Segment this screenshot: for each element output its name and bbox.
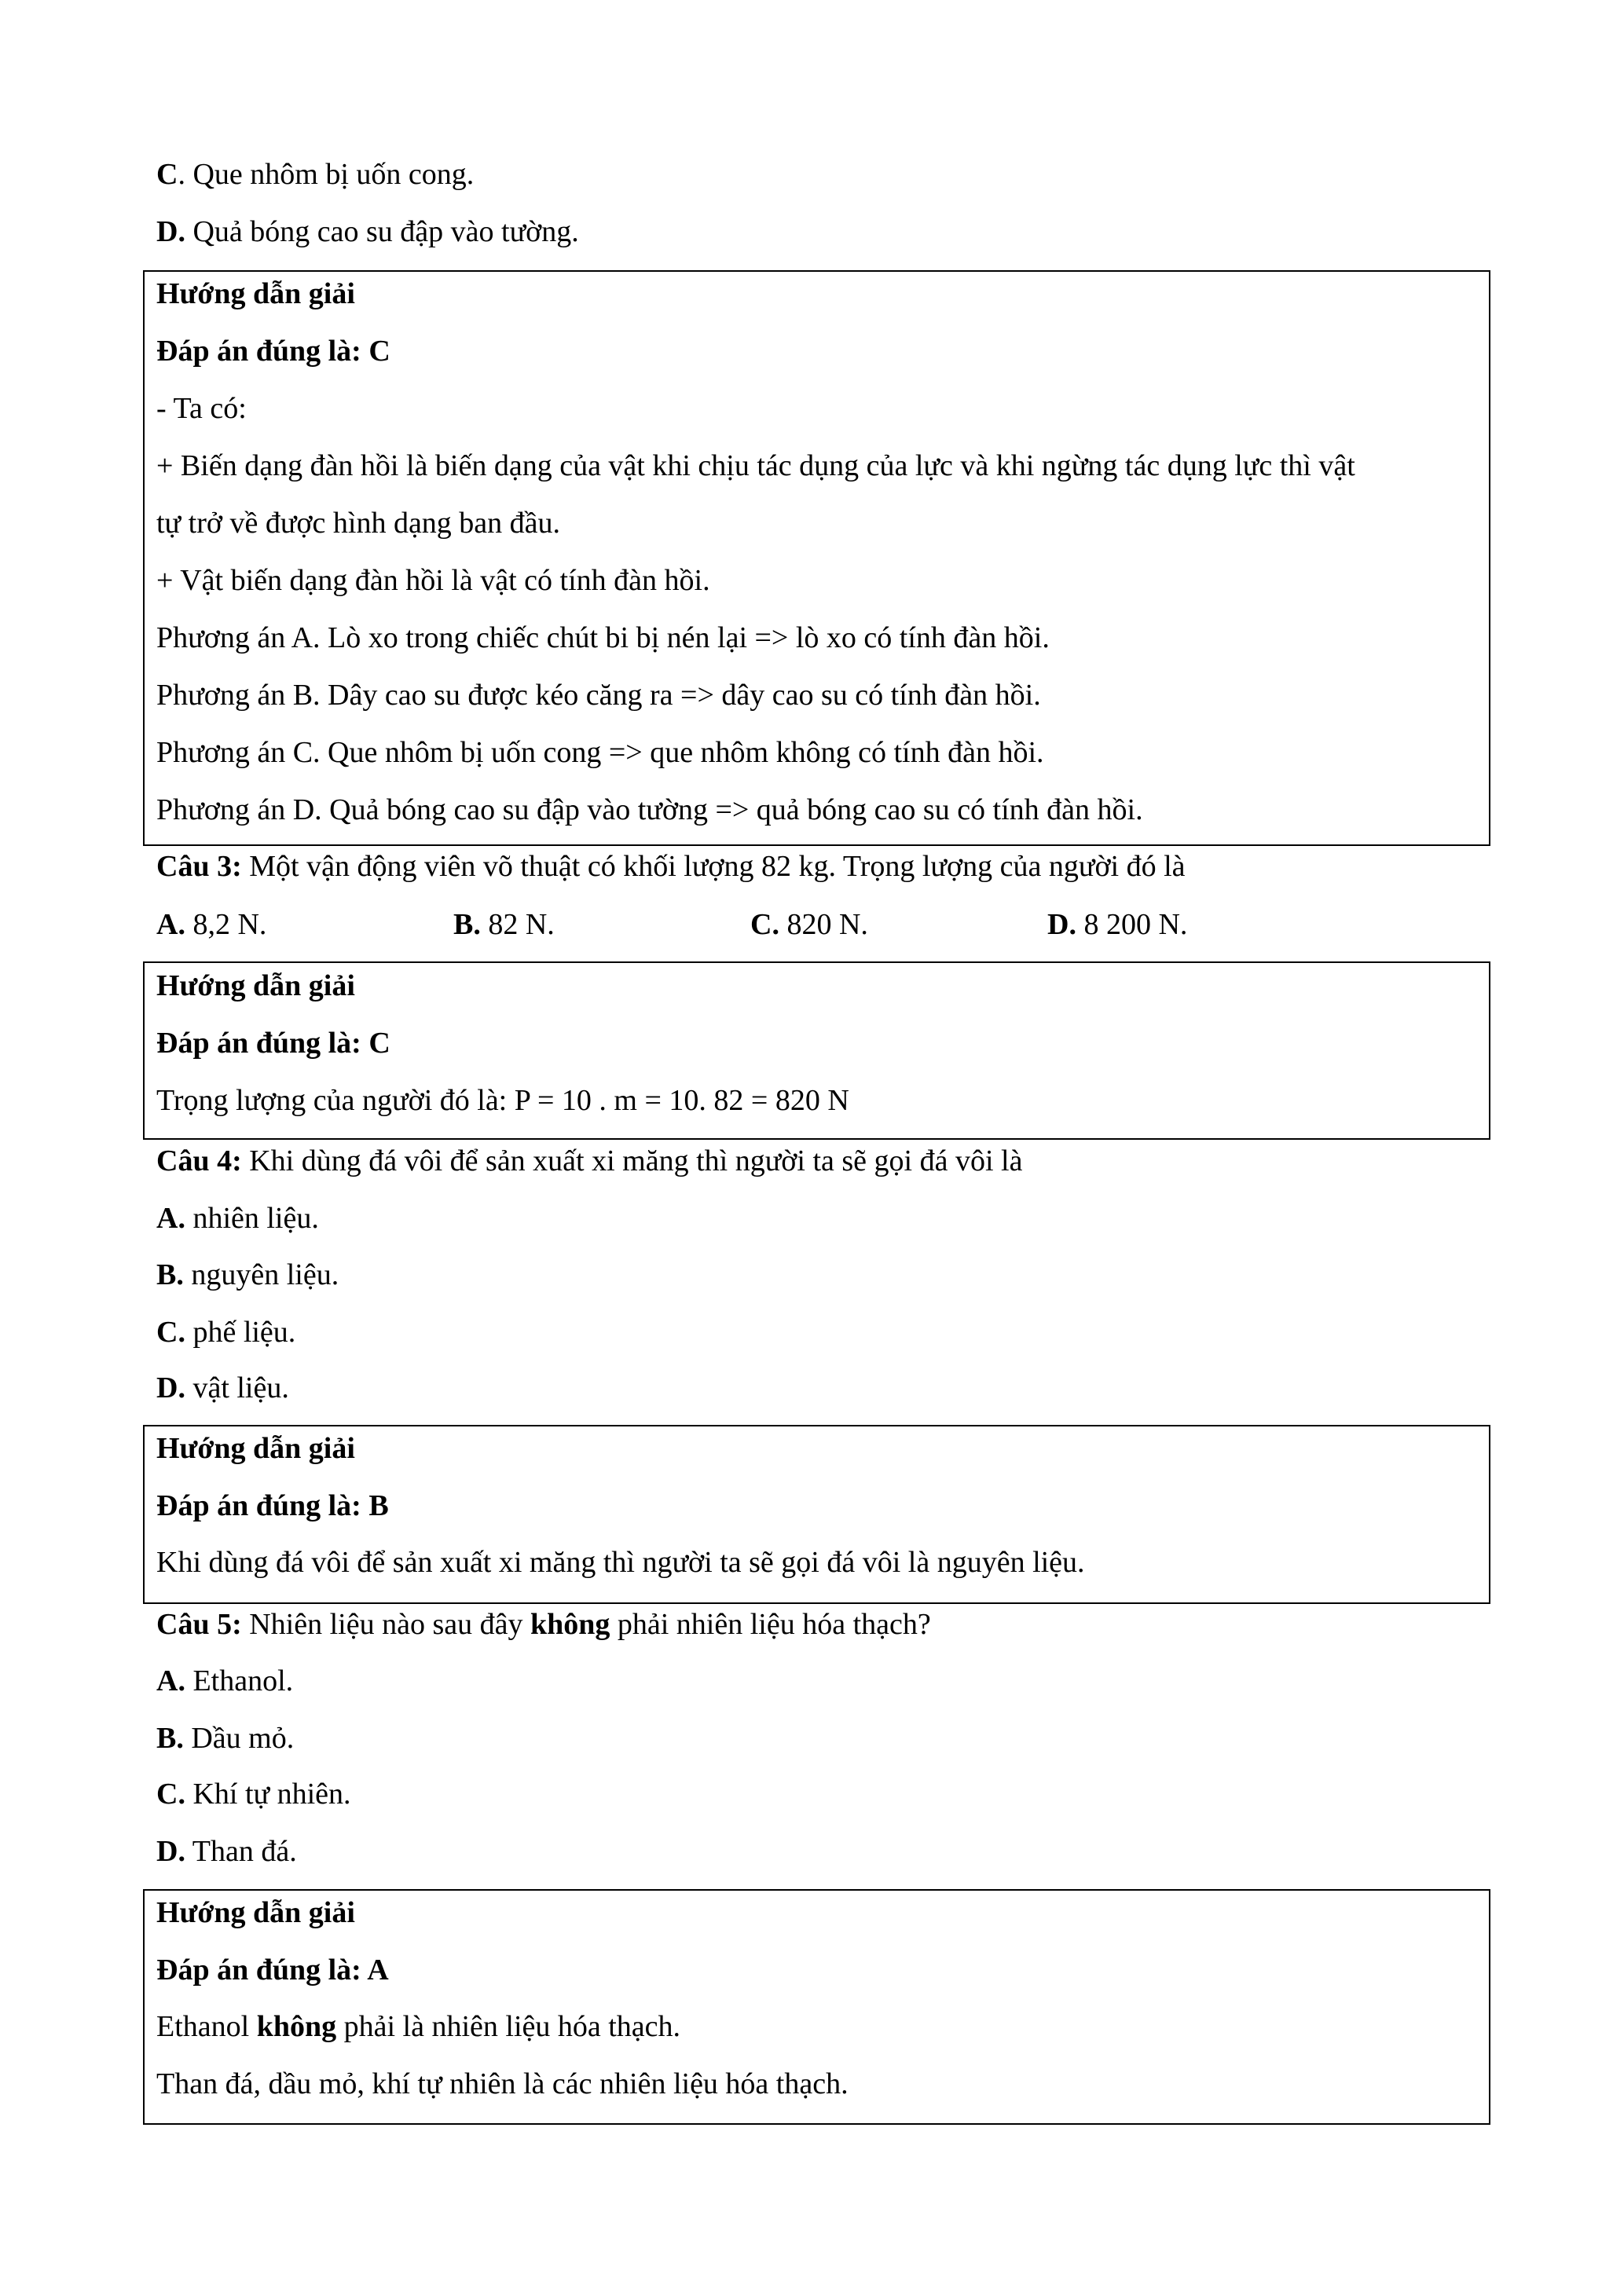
option-text: Quả bóng cao su đập vào tường. — [185, 215, 579, 248]
solution-line: Phương án D. Quả bóng cao su đập vào tường => quả bóng cao su có tính đàn hồi. — [156, 793, 1143, 826]
question-text: Một vận động viên võ thuật có khối lượng 82 kg. Trọng lượng của người đó là — [241, 850, 1186, 883]
solution-heading: Hướng dẫn giải — [156, 277, 355, 310]
option-letter: D. — [156, 1835, 185, 1868]
option-b — [156, 1255, 339, 1294]
option-letter: C. — [750, 908, 779, 941]
option-letter: C. — [156, 1316, 185, 1349]
option-c — [750, 905, 868, 944]
option-a — [156, 1199, 319, 1238]
option-text: nhiên liệu. — [185, 1202, 319, 1235]
option-c — [156, 155, 474, 194]
solution-answer: Đáp án đúng là: C — [156, 335, 390, 368]
option-letter: C — [156, 158, 178, 191]
question-text: Nhiên liệu nào sau đây — [241, 1608, 530, 1641]
question-text: phải nhiên liệu hóa thạch? — [610, 1608, 931, 1641]
option-text: Dầu mỏ. — [183, 1722, 295, 1755]
solution-text: phải là nhiên liệu hóa thạch. — [336, 2010, 681, 2043]
solution-answer: Đáp án đúng là: B — [156, 1489, 389, 1522]
solution-line: Phương án B. Dây cao su được kéo căng ra => dây cao su có tính đàn hồi. — [156, 679, 1041, 712]
option-letter: D. — [156, 1371, 185, 1404]
solution-answer: Đáp án đúng là: C — [156, 1027, 390, 1060]
question-emphasis: không — [530, 1608, 610, 1641]
solution-line: Phương án A. Lò xo trong chiếc chút bi bị nén lại => lò xo có tính đàn hồi. — [156, 621, 1050, 654]
option-text: 8,2 N. — [185, 908, 267, 941]
option-d — [156, 1368, 289, 1408]
solution-answer: Đáp án đúng là: A — [156, 1954, 389, 1987]
solution-text: Ethanol — [156, 2010, 257, 2043]
question-label: Câu 3: — [156, 850, 242, 883]
option-letter: A. — [156, 908, 185, 941]
option-text: phế liệu. — [185, 1316, 296, 1349]
option-letter: B. — [156, 1722, 184, 1755]
option-a — [156, 905, 266, 944]
question-text: Khi dùng đá vôi để sản xuất xi măng thì người ta sẽ gọi đá vôi là — [241, 1144, 1023, 1177]
option-b — [156, 1719, 294, 1758]
solution-heading: Hướng dẫn giải — [156, 1896, 355, 1929]
option-letter: C. — [156, 1778, 185, 1811]
solution-line: tự trở về được hình dạng ban đầu. — [156, 507, 561, 540]
option-text: 820 N. — [779, 908, 868, 941]
option-letter: B. — [453, 908, 481, 941]
solution-line — [156, 2007, 680, 2046]
solution-line: Than đá, dầu mỏ, khí tự nhiên là các nhiên liệu hóa thạch. — [156, 2067, 849, 2100]
option-text: 8 200 N. — [1076, 908, 1188, 941]
question-3 — [156, 847, 1186, 886]
option-c — [156, 1313, 295, 1352]
option-sep: . — [178, 158, 185, 191]
option-d — [156, 212, 579, 251]
question-4 — [156, 1141, 1022, 1181]
option-text: 82 N. — [480, 908, 555, 941]
option-d — [156, 1832, 297, 1871]
option-letter: A. — [156, 1202, 185, 1235]
option-letter: A. — [156, 1664, 185, 1697]
option-b — [453, 905, 555, 944]
solution-line: Trọng lượng của người đó là: P = 10 . m = 10. 82 = 820 N — [156, 1084, 849, 1117]
option-letter: D. — [156, 215, 185, 248]
solution-heading: Hướng dẫn giải — [156, 969, 355, 1002]
solution-heading: Hướng dẫn giải — [156, 1432, 355, 1465]
solution-line: + Vật biến dạng đàn hồi là vật có tính đàn hồi. — [156, 564, 710, 597]
option-text: Khí tự nhiên. — [185, 1778, 351, 1811]
option-c — [156, 1774, 351, 1814]
option-text: Que nhôm bị uốn cong. — [185, 158, 475, 191]
solution-line: Phương án C. Que nhôm bị uốn cong => que nhôm không có tính đàn hồi. — [156, 736, 1044, 769]
question-label: Câu 4: — [156, 1144, 242, 1177]
option-text: vật liệu. — [185, 1371, 289, 1404]
option-d — [1047, 905, 1187, 944]
option-a — [156, 1661, 293, 1701]
solution-line: + Biến dạng đàn hồi là biến dạng của vật khi chịu tác dụng của lực và khi ngừng tác dụng lực thì vật — [156, 449, 1355, 482]
solution-emphasis: không — [256, 2010, 337, 2043]
solution-line: - Ta có: — [156, 392, 247, 425]
option-letter: B. — [156, 1258, 184, 1291]
option-text: Than đá. — [185, 1835, 297, 1868]
solution-line: Khi dùng đá vôi để sản xuất xi măng thì người ta sẽ gọi đá vôi là nguyên liệu. — [156, 1546, 1085, 1579]
option-text: nguyên liệu. — [183, 1258, 339, 1291]
option-text: Ethanol. — [185, 1664, 294, 1697]
option-letter: D. — [1047, 908, 1076, 941]
question-label: Câu 5: — [156, 1608, 242, 1641]
question-5 — [156, 1605, 931, 1644]
